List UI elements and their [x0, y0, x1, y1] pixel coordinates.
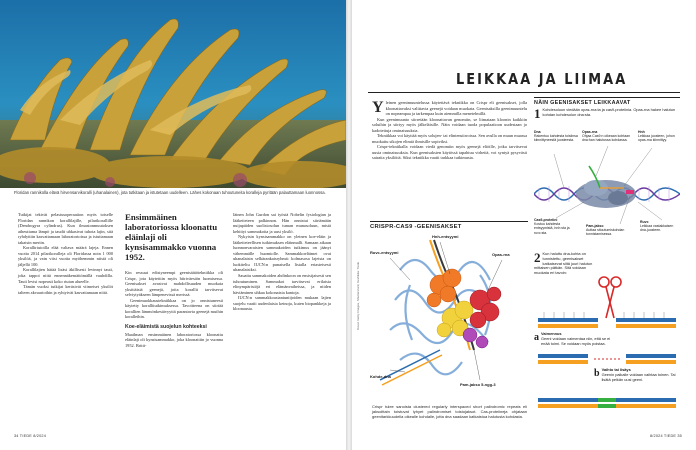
dna-label	[534, 130, 578, 143]
step-b	[594, 368, 680, 382]
paragraph: läinen John Gurdon sai työstä Nobelin fysiologian ja lääketieteen palkinnon. Hän onnistui siirtämään nuijapäiden suolistosolun tuman munasoluun, mistä kehittyi sammakoita ja uusi yksilö.	[233, 212, 331, 234]
opas-rna-label: Opas-rna	[492, 252, 510, 257]
paragraph: Koralliriutoilla elää valtava määrä lajeja. Ennen vuotta 2014 pilarikoralleja oli Floridassa noin 1 000 yksilöä, ja vain viisi vuotta myöhemmin niistä oli jäljellä 100.	[18, 245, 113, 267]
kohde-dna-label: Kohde-dna	[370, 374, 391, 379]
coral-reef-image	[0, 0, 346, 188]
pam-description: Auttaa sitoutumiskohdan tunnistamisessa.	[586, 228, 625, 237]
step-2	[534, 252, 596, 276]
crispr-process-diagram	[534, 106, 680, 416]
opas-rna-description: Ohjaa Cas9:n oikeaan kohtaan dna:han halutussa kohdassa.	[582, 134, 631, 143]
cas9-description: Kostuu kahdesta entsyymistä, hnh:sta ja ruvc:sta.	[534, 222, 570, 235]
step-number: 1	[534, 106, 541, 121]
crispr-heading: CRISPR-CAS9 -GEENISAKSET	[370, 224, 462, 230]
paragraph: Nykyisin kynsisammakko on yleinen koe-eläin ja lääketieteellisen tutkimuksen eläinmalli. Samaan aikaan luonnonvaraisten sammakoiden tutkimus on jäänyt vähemmälle huomiolle. Sammakkoeläimet ovat uhanalaisin selkärankaisryhmä: kolmasosa lajeista on luokiteltu IUCN:n punaisella listalla eriasteisesti uhanalaisiksi.	[233, 234, 331, 273]
opas-rna-title: Opas-rna	[582, 130, 598, 134]
step-text: Geenin paikalle voidaan vaihtaa toinen. Tai lisätä pelkän uusi geeni.	[601, 371, 676, 382]
paragraph: Kin ressuut edistyneempi geenisäätötekniikka oli Crispr, jota käytettiin myös hiiriväestön luomisessa. Geenisakset avasivat mahdollisuuden muokata yksittäisiä geenejä, joita korallit tarvitsevat selviytyäkseen lämpenevissä merissä.	[125, 270, 223, 298]
page-number-left: 34 TIEDE 8/2024	[14, 434, 47, 438]
sidebar-divider	[534, 97, 680, 98]
article-column-1	[18, 212, 113, 295]
page-number-right: 8/2024 TIEDE 35	[649, 434, 682, 438]
step-number: 2	[534, 250, 541, 265]
intro-text	[372, 100, 527, 161]
ruvc-title: Ruvc	[640, 220, 649, 224]
drop-cap: Y	[372, 99, 384, 116]
pull-quote: Ensimmäinen laboratoriossa kloonattu eläinlaji oli kynsisammakko vuonna 1952.	[125, 212, 218, 262]
sidebar-heading: NÄIN GEENISAKSET LEIKKAAVAT	[534, 100, 631, 106]
dna-title: Dna	[534, 130, 541, 134]
hnh-enzyme-label: Hnh-entsyymi	[432, 234, 459, 239]
paragraph: Tekniikkaa voi käyttää myös solujen- tai elintensiirroissa. Sen avulla on muun muassa muokattu sikojen elimiä ihmisille sopiviksi.	[372, 133, 527, 144]
hnh-diagram-label	[638, 130, 680, 143]
ruvc-diagram-label	[640, 220, 680, 233]
step-title: Vaihto tai lisäys	[601, 367, 631, 372]
paragraph: leinen geenimuuntelussa käytettävä tekniikka on Crispr eli geenisakset, jolla kloonattavaksi valittavia geenejä voidaan muokata. Geenisaksilla geenimuuntelu on nopeampaa ja tarkempaa kuin aiemmilla menetelmillä.	[385, 100, 527, 117]
ruvc-enzyme-label: Ruvc-entsyymi	[370, 250, 399, 255]
cas9-diagram-label	[534, 218, 578, 235]
pam-title: Pam-jakso	[586, 224, 604, 228]
paragraph: Tämän vuoksi tutkijat keräsivät viimeiset yksilöt talteen akvaarioihin ja ryhtyivät kasvattamaan niitä.	[18, 284, 113, 295]
ruvc-description: Leikkaa vastakkaisen dna-juosteen.	[640, 224, 674, 233]
step-title: Vaimennus	[541, 331, 562, 336]
step-text: Kohdesoluun viedään opas-rna:ta ja cas9-proteiinia. Opas-rna hakee halutun kohdan kohdesolun dna:sta.	[542, 107, 676, 117]
pam-diagram-label	[586, 224, 636, 237]
cas9-title: Cas9-proteiini	[534, 218, 558, 222]
paragraph: Crispr-tekniikalla voidaan viedä genomiin myös geenejä eliöille, jotka tarvitsevat uusia ominaisuuksia. Kun geenisaksien käytössä tapahtuu virheitä, voi syntyä pysyvästi sairaita yksilöitä. Siksi tekniikka vaatii tarkkaa tutkimusta.	[372, 144, 527, 161]
page-title: LEIKKAA JA LIIMAA	[456, 70, 628, 88]
paragraph: Korallilajien hätää lisäsi äkillisesti levinnyt tauti, joka tappoi niitä ennennäkemättömällä vauhdilla. Tauti levisi nopeasti koko riutan alueelle.	[18, 267, 113, 284]
step-letter: b	[594, 368, 600, 379]
image-credit: Kuvat: Getty Images, Shutterstock; Grafiikka: Tiede	[356, 261, 360, 330]
coral-photo	[0, 0, 346, 188]
step-text: Geeni voidaan vaimentaa niin, että se ei enää toimi. Se voidaan myös poistaa.	[541, 335, 611, 346]
hnh-description: Leikkaa juosteen, johon opas-rna kiinnittyy.	[638, 134, 675, 143]
opas-rna-diagram-label	[582, 130, 632, 143]
pam-sequence-label: Pam-jakso 5-ngg-3	[460, 382, 496, 387]
article-column-2	[125, 212, 223, 349]
paragraph: Tutkijat tekivät pelastusoperaation myös toiselle Floridan rannikon korallilajille, pilarikorallille (Dendrogyra cylindrus). Kun ilmastonmuutoksen aiheuttama lämpö ja taudit uhkasivat tuhota lajin, sitä ryhdyttiin kasvattamaan laboratorioissa ja istuttamaan takaisin meriin.	[18, 212, 113, 245]
paragraph: Sauattu sammakoiden ahdinkoon on ensisijaisesti sen tuhoutuminen. Sammakot tarvitsevat erilaisia elinympäristöjä eri elämänvaiheissa, ja niiden häviäminen uhkaa kokonaisia kantoja.	[233, 273, 332, 295]
hnh-title: Hnh	[638, 130, 645, 134]
paragraph: Geenimuokkaustekniikkaa on jo onnistuneesti käytetty korallitutkimuksessa. Tavoitteena on siirtää korallien lämmönkestävyyttä parantavia geenejä muihin koralleihin.	[125, 297, 223, 320]
cas9-protein-illustration	[370, 230, 528, 400]
article-column-3	[233, 212, 331, 312]
crispr-caption: Crispr tulee sanoista clustered regularly interspaced short palindromic repeats eli jaksoittain toistuvat lyhyet palindromiset toistojaksot. Cas-proteiineja ohjataan geenitarkkuudella oikealle kohdalle, jotta dna saadaan katkaistua halutusta kohdasta.	[372, 404, 527, 420]
paragraph: IUCN:n sammakkoasiantuntijoiden mukaan lajien suojelu vaatii uudenlaisia keinoja, kuten biopankkeja ja kloonausta.	[233, 295, 331, 312]
title-divider	[368, 92, 680, 93]
crispr-divider	[370, 221, 528, 222]
step-a	[534, 332, 612, 346]
dna-description: Rakentuu kahdesta toisiinsa kiinnittyneestä juosteesta.	[534, 134, 578, 143]
photo-caption: Floridan rannikolla elävä hirvensarvikoralli (uhanalainen), jota tutkitaan ja istutetaan uudelleen. Lähes kokonaan tuhoutuneita koralleja pyritään palauttamaan luonnossa.	[14, 190, 326, 195]
section-subhead: Koe-eläimistä suojelun kohteeksi	[125, 323, 207, 330]
paragraph: Maailman ensimmäinen laboratoriossa kloonattu eläinlaji oli kynsisammakko, joka kloonattiin jo vuonna 1952. Britti-	[125, 331, 223, 349]
left-page	[0, 0, 346, 450]
right-page	[352, 0, 696, 450]
step-text: Kun haluttu dna-kohta on tunnistettu, geenisakset katkaisevat siitä juuri halutun mittaisen pätkän. Sitä voidaan muokata eri tavoin:	[534, 251, 593, 276]
step-letter: a	[534, 332, 539, 343]
paragraph: Kun geenimuunto siirretään kloonattavan genomiin, se liimataan kloonin kaikkiin soluihin ja siirtyy myös jälkeläisille. Näin voidaan tuoda populaatioon uudestaan jo kadotettuja ominaisuuksia.	[372, 116, 527, 133]
